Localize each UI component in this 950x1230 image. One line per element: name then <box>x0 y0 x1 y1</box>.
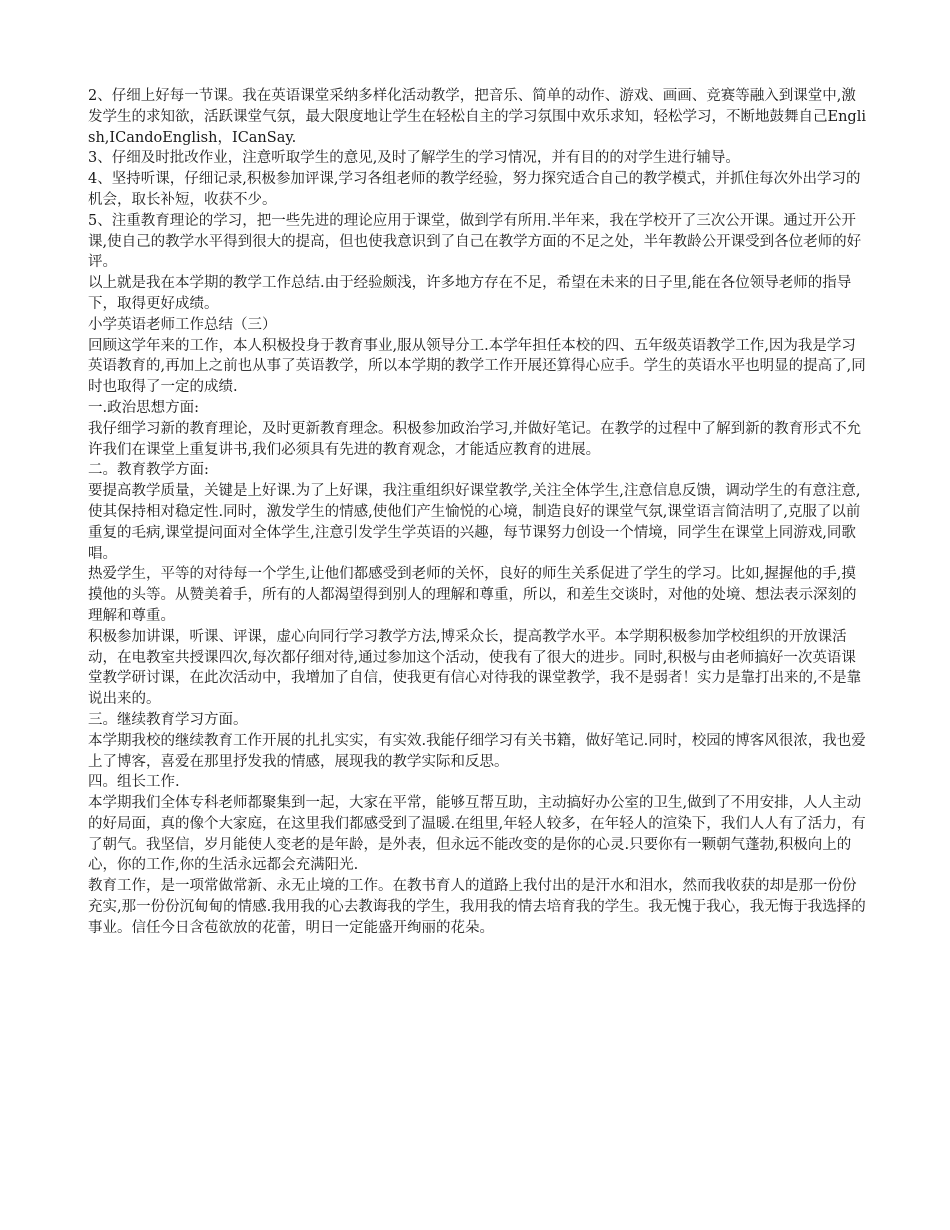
paragraph-lectures: 积极参加讲课，听课、评课，虚心向同行学习教学方法,博采众长，提高教学水平。本学期积极参加学校组织的开放课活动，在电教室共授课四次,每次都仔细对待,通过参加这个活动，使我有了很大的进步。同时,积极与由老师搞好一次英语课堂教学研讨课，在此次活动中，我增加了自信，使我更有信心对待我的课堂教学，我不是弱者！实力是靠打出来的,不是靠说出来的。 <box>88 628 862 708</box>
paragraph-review: 回顾这学年来的工作，本人积极投身于教育事业,服从领导分工.本学年担任本校的四、五年级英语教学工作,因为我是学习英语教育的,再加上之前也从事了英语教学，所以本学期的教学工作开展还算得心应手。学生的英语水平也明显的提高了,同时也取得了一定的成绩. <box>88 337 866 396</box>
heading-teaching: 二。教育教学方面: <box>88 462 209 479</box>
heading-team-leader: 四。组长工作. <box>88 774 180 791</box>
paragraph-item-2: 2、仔细上好每一节课。我在英语课堂采纳多样化活动教学，把音乐、简单的动作、游戏、画画、竞赛等融入到课堂中,激发学生的求知欲，活跃课堂气氛，最大限度地让学生在轻松自主的学习氛围中欢乐求知，轻松学习，不断地鼓舞自己English,ICandoEnglish，ICanSay. <box>88 88 866 146</box>
paragraph-conclusion: 教育工作，是一项常做常新、永无止境的工作。在教书育人的道路上我付出的是汗水和泪水，然而我收获的却是那一份份充实,那一份份沉甸甸的情感.我用我的心去教诲我的学生，我用我的情去培育我的学生。我无愧于我心，我无悔于我选择的事业。信任今日含苞欲放的花蕾，明日一定能盛开绚丽的花朵。 <box>88 878 866 936</box>
heading-political: 一.政治思想方面: <box>88 399 199 416</box>
paragraph-team-leader: 本学期我们全体专科老师都聚集到一起，大家在平常，能够互帮互助，主动搞好办公室的卫生,做到了不用安排，人人主动的好局面，真的像个大家庭，在这里我们都感受到了温暖.在组里,年轻人较多，在年轻人的渲染下，我们人人有了活力，有了朝气。我坚信，岁月能使人变老的是年龄，是外表，但永远不能改变的是你的心灵.只要你有一颗朝气蓬勃,积极向上的心，你的工作,你的生活永远都会充满阳光. <box>88 795 866 874</box>
paragraph-love-students: 热爱学生，平等的对待每一个学生,让他们都感受到老师的关怀，良好的师生关系促进了学生的学习。比如,握握他的手,摸摸他的头等。从赞美着手，所有的人都渴望得到别人的理解和尊重，所以，和差生交谈时，对他的处境、想法表示深刻的理解和尊重。 <box>88 566 857 624</box>
paragraph-item-4: 4、坚持听课，仔细记录,积极参加评课,学习各组老师的教学经验，努力探究适合自己的教学模式，并抓住每次外出学习的机会，取长补短，收获不少。 <box>88 171 861 208</box>
section-title: 小学英语老师工作总结（三） <box>88 316 277 333</box>
paragraph-teaching-quality: 要提高教学质量，关键是上好课.为了上好课，我注重组织好课堂教学,关注全体学生,注意信息反馈，调动学生的有意注意,使其保持相对稳定性.同时，激发学生的情感,使他们产生愉悦的心境，制造良好的课堂气氛,课堂语言简洁明了,克服了以前重复的毛病,课堂提问面对全体学生,注意引发学生学英语的兴趣，每节课努力创设一个情境，同学生在课堂上同游戏,同歌唱。 <box>88 483 861 562</box>
paragraph-summary: 以上就是我在本学期的教学工作总结.由于经验颇浅，许多地方存在不足，希望在未来的日子里,能在各位领导老师的指导下，取得更好成绩。 <box>88 275 852 312</box>
paragraph-political: 我仔细学习新的教育理论，及时更新教育理念。积极参加政治学习,并做好笔记。在教学的过程中了解到新的教育形式不允许我们在课堂上重复讲书,我们必须具有先进的教育观念，才能适应教育的进展。 <box>88 420 862 458</box>
paragraph-item-3: 3、仔细及时批改作业，注意听取学生的意见,及时了解学生的学习情况，并有目的的对学生进行辅导。 <box>88 150 740 167</box>
paragraph-continuing-education: 本学期我校的继续教育工作开展的扎扎实实，有实效.我能仔细学习有关书籍，做好笔记.同时，校园的博客风很浓，我也爱上了博客，喜爱在那里抒发我的情感，展现我的教学实际和反思。 <box>88 732 866 770</box>
document-body <box>88 86 870 939</box>
paragraph-item-5: 5、注重教育理论的学习，把一些先进的理论应用于课堂，做到学有所用.半年来，我在学校开了三次公开课。通过开公开课,使自己的教学水平得到很大的提高，但也使我意识到了自己在教学方面的不足之处，半年教龄公开课受到各位老师的好评。 <box>88 212 862 271</box>
heading-continuing-education: 三。继续教育学习方面。 <box>88 711 248 728</box>
